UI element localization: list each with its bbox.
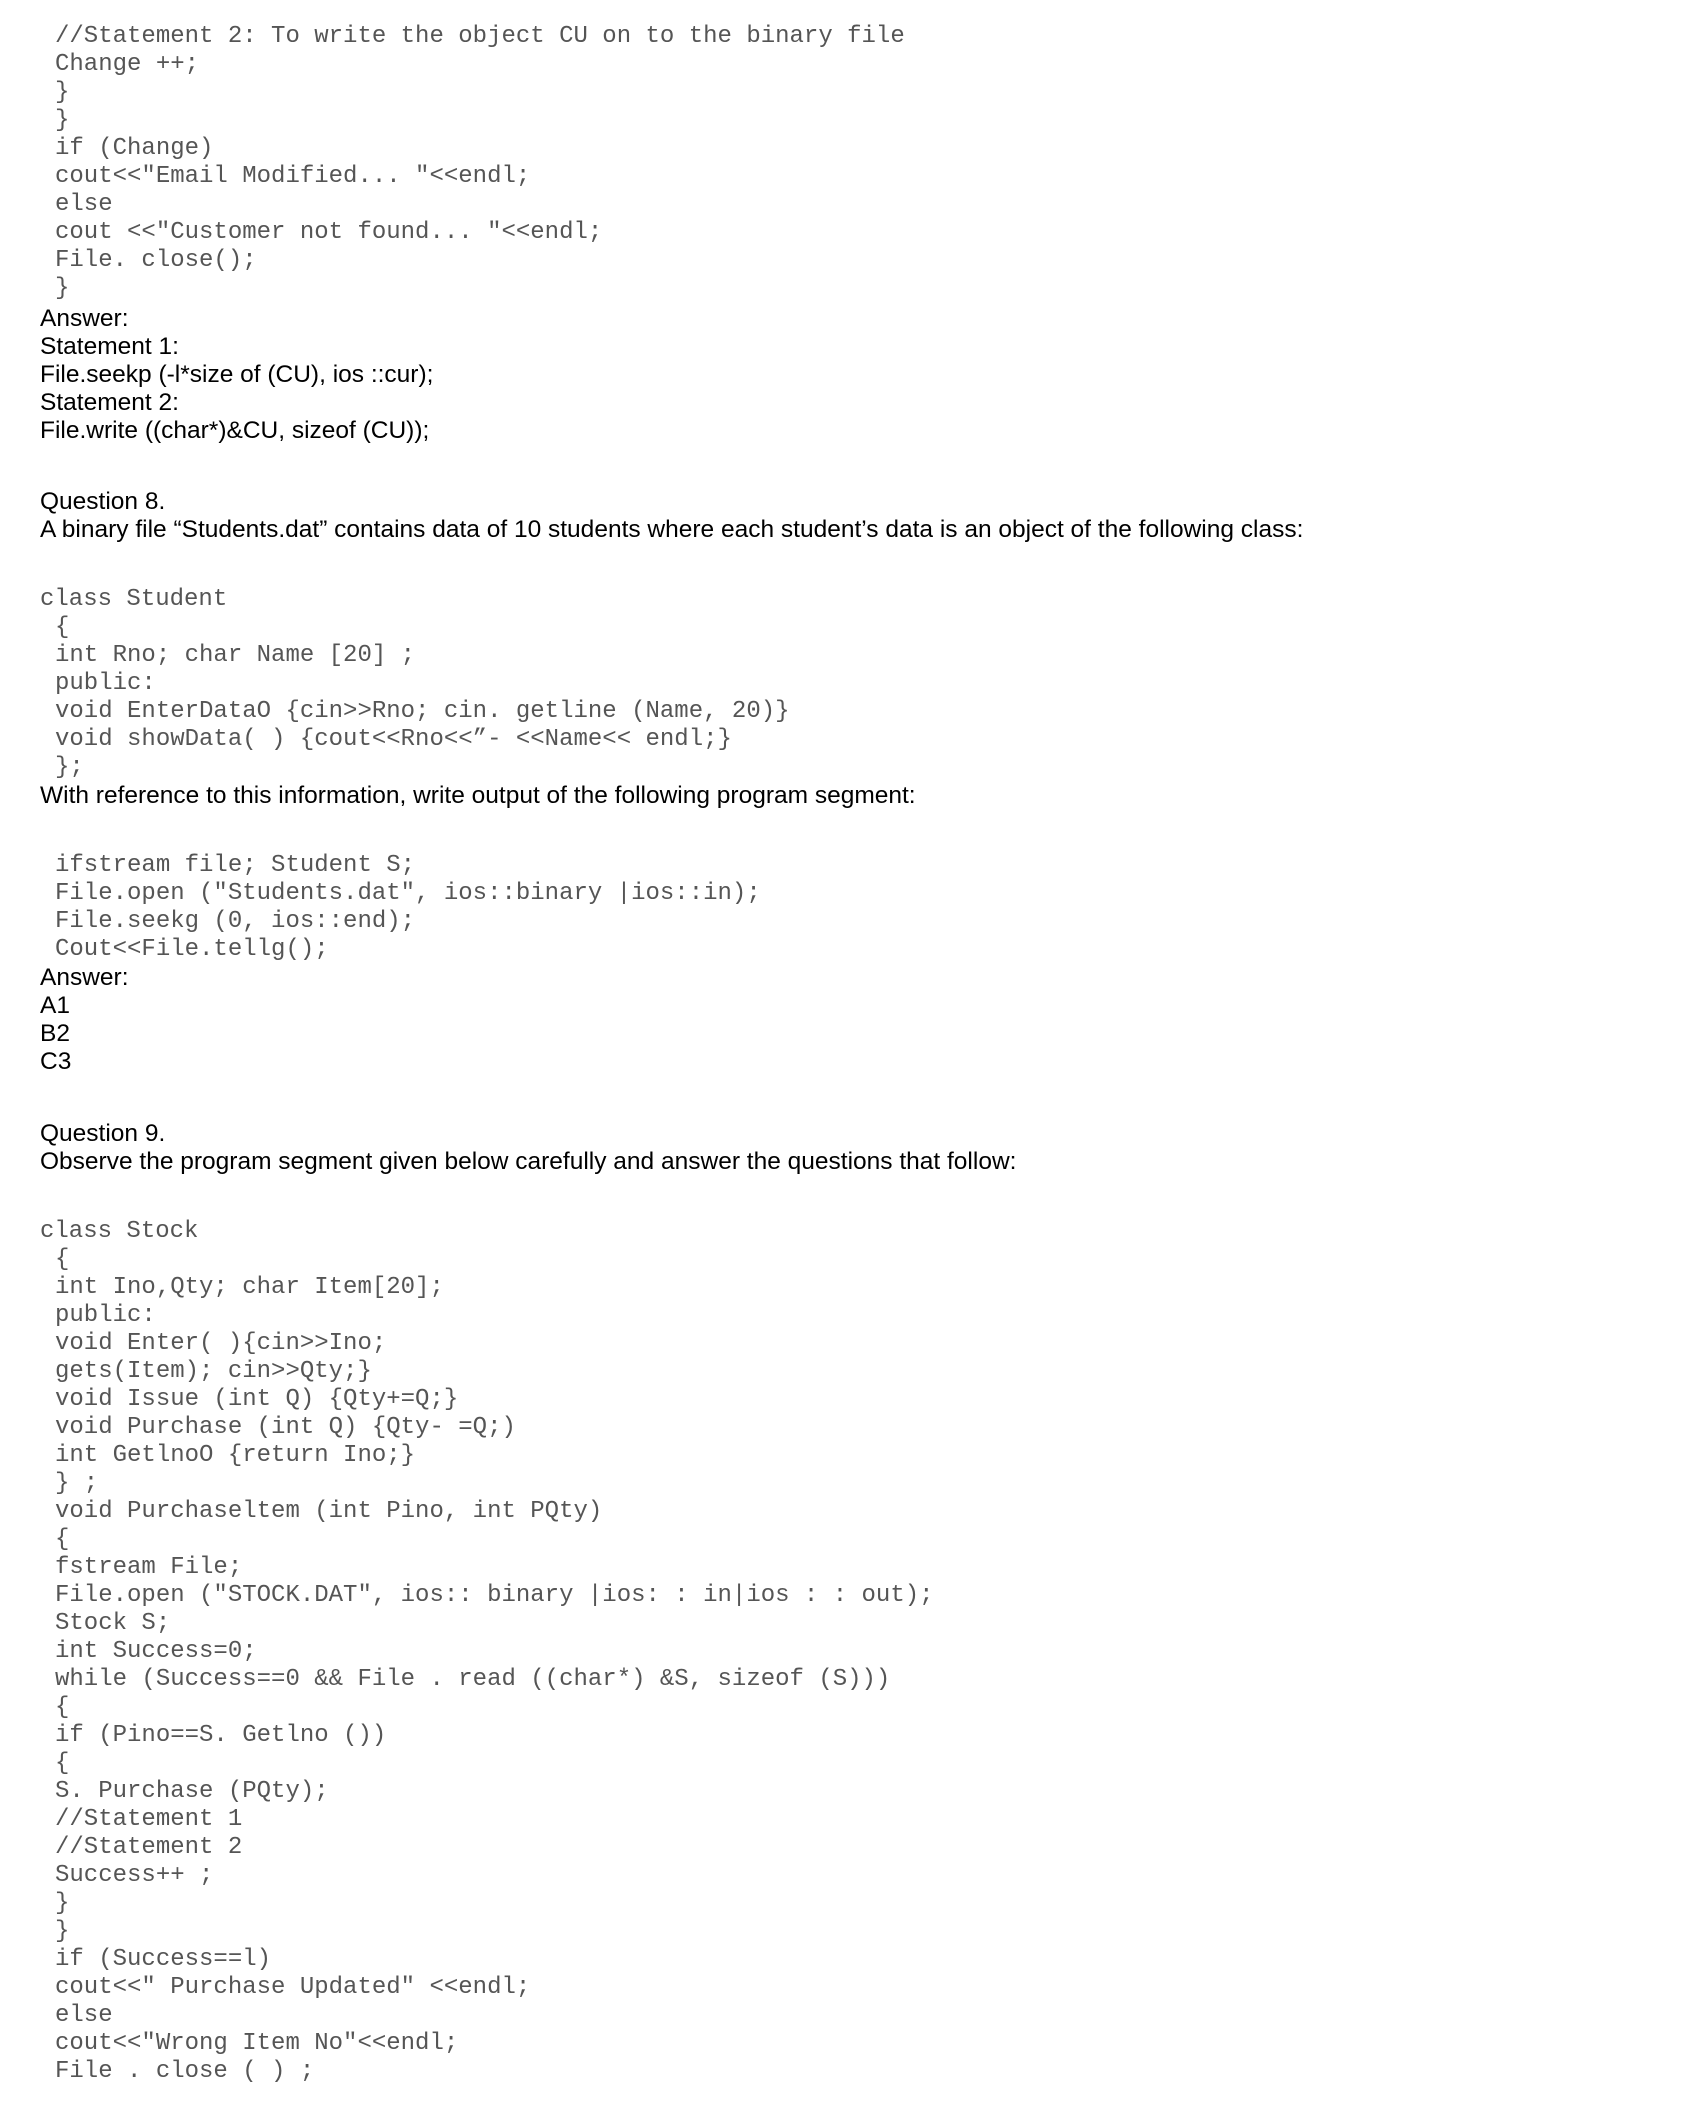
code-line: File.seekg (0, ios::end); xyxy=(55,908,416,935)
code-line: File.open ("STOCK.DAT", ios:: binary |ios: : in|ios : : out); xyxy=(55,1582,934,1609)
code-line: ifstream file; Student S; xyxy=(55,852,416,879)
code-line: } xyxy=(55,275,70,302)
answer-line: Statement 2: xyxy=(40,389,179,416)
code-line: { xyxy=(55,1750,70,1777)
code-line: } ; xyxy=(55,1470,99,1497)
code-line: void Issue (int Q) {Qty+=Q;} xyxy=(55,1386,459,1413)
question-prompt: A binary file “Students.dat” contains data of 10 students where each student’s data is an object of the following class: xyxy=(40,516,1304,543)
answer-label: Answer: xyxy=(40,964,129,991)
code-line: File . close ( ) ; xyxy=(55,2058,315,2085)
code-line: int GetlnoO {return Ino;} xyxy=(55,1442,416,1469)
code-line: if (Success==l) xyxy=(55,1946,272,1973)
code-line: cout <<"Customer not found... "<<endl; xyxy=(55,219,603,246)
code-line: public: xyxy=(55,1302,156,1329)
code-line: void Purchase (int Q) {Qty- =Q;) xyxy=(55,1414,516,1441)
code-line: class Student xyxy=(40,586,228,613)
code-line: { xyxy=(55,1526,70,1553)
answer-line: Statement 1: xyxy=(40,333,179,360)
code-line: Success++ ; xyxy=(55,1862,214,1889)
code-line: }; xyxy=(55,754,84,781)
code-line: int Ino,Qty; char Item[20]; xyxy=(55,1274,444,1301)
code-line: Cout<<File.tellg(); xyxy=(55,936,329,963)
answer-label: Answer: xyxy=(40,305,129,332)
code-line: } xyxy=(55,79,70,106)
answer-line: A1 xyxy=(40,992,70,1019)
answer-line: File.write ((char*)&CU, sizeof (CU)); xyxy=(40,417,430,444)
code-line: public: xyxy=(55,670,156,697)
code-line: class Stock xyxy=(40,1218,199,1245)
question-title: Question 9. xyxy=(40,1120,166,1147)
code-line: Stock S; xyxy=(55,1610,171,1637)
code-line: Change ++; xyxy=(55,51,200,78)
code-line: if (Change) xyxy=(55,135,214,162)
question-reference: With reference to this information, write output of the following program segment: xyxy=(40,782,916,809)
code-line: void EnterDataO {cin>>Rno; cin. getline (Name, 20)} xyxy=(55,698,790,725)
answer-line: B2 xyxy=(40,1020,70,1047)
code-line: //Statement 2: To write the object CU on to the binary file xyxy=(55,23,905,50)
code-line: void showData( ) {cout<<Rno<<”- <<Name<< endl;} xyxy=(55,726,732,753)
code-line: cout<<" Purchase Updated" <<endl; xyxy=(55,1974,531,2001)
question-prompt: Observe the program segment given below carefully and answer the questions that follow: xyxy=(40,1148,1017,1175)
code-line: gets(Item); cin>>Qty;} xyxy=(55,1358,372,1385)
question-title: Question 8. xyxy=(40,488,166,515)
code-line: } xyxy=(55,107,70,134)
code-line: cout<<"Email Modified... "<<endl; xyxy=(55,163,531,190)
code-line: void Enter( ){cin>>Ino; xyxy=(55,1330,387,1357)
code-line: else xyxy=(55,2002,113,2029)
code-line: File.open ("Students.dat", ios::binary |ios::in); xyxy=(55,880,761,907)
answer-line: File.seekp (-l*size of (CU), ios ::cur); xyxy=(40,361,434,388)
code-line: { xyxy=(55,614,70,641)
code-line: { xyxy=(55,1694,70,1721)
code-line: else xyxy=(55,191,113,218)
code-line: } xyxy=(55,1890,70,1917)
code-line: //Statement 1 xyxy=(55,1806,243,1833)
code-line: cout<<"Wrong Item No"<<endl; xyxy=(55,2030,459,2057)
code-line: if (Pino==S. Getlno ()) xyxy=(55,1722,387,1749)
code-line: int Success=0; xyxy=(55,1638,257,1665)
code-line: File. close(); xyxy=(55,247,257,274)
code-line: { xyxy=(55,1246,70,1273)
code-line: //Statement 2 xyxy=(55,1834,243,1861)
answer-line: C3 xyxy=(40,1048,72,1075)
code-line: fstream File; xyxy=(55,1554,243,1581)
code-line: } xyxy=(55,1918,70,1945)
code-line: while (Success==0 && File . read ((char*) &S, sizeof (S))) xyxy=(55,1666,891,1693)
code-line: S. Purchase (PQty); xyxy=(55,1778,329,1805)
code-line: void Purchaseltem (int Pino, int PQty) xyxy=(55,1498,603,1525)
code-line: int Rno; char Name [20] ; xyxy=(55,642,416,669)
